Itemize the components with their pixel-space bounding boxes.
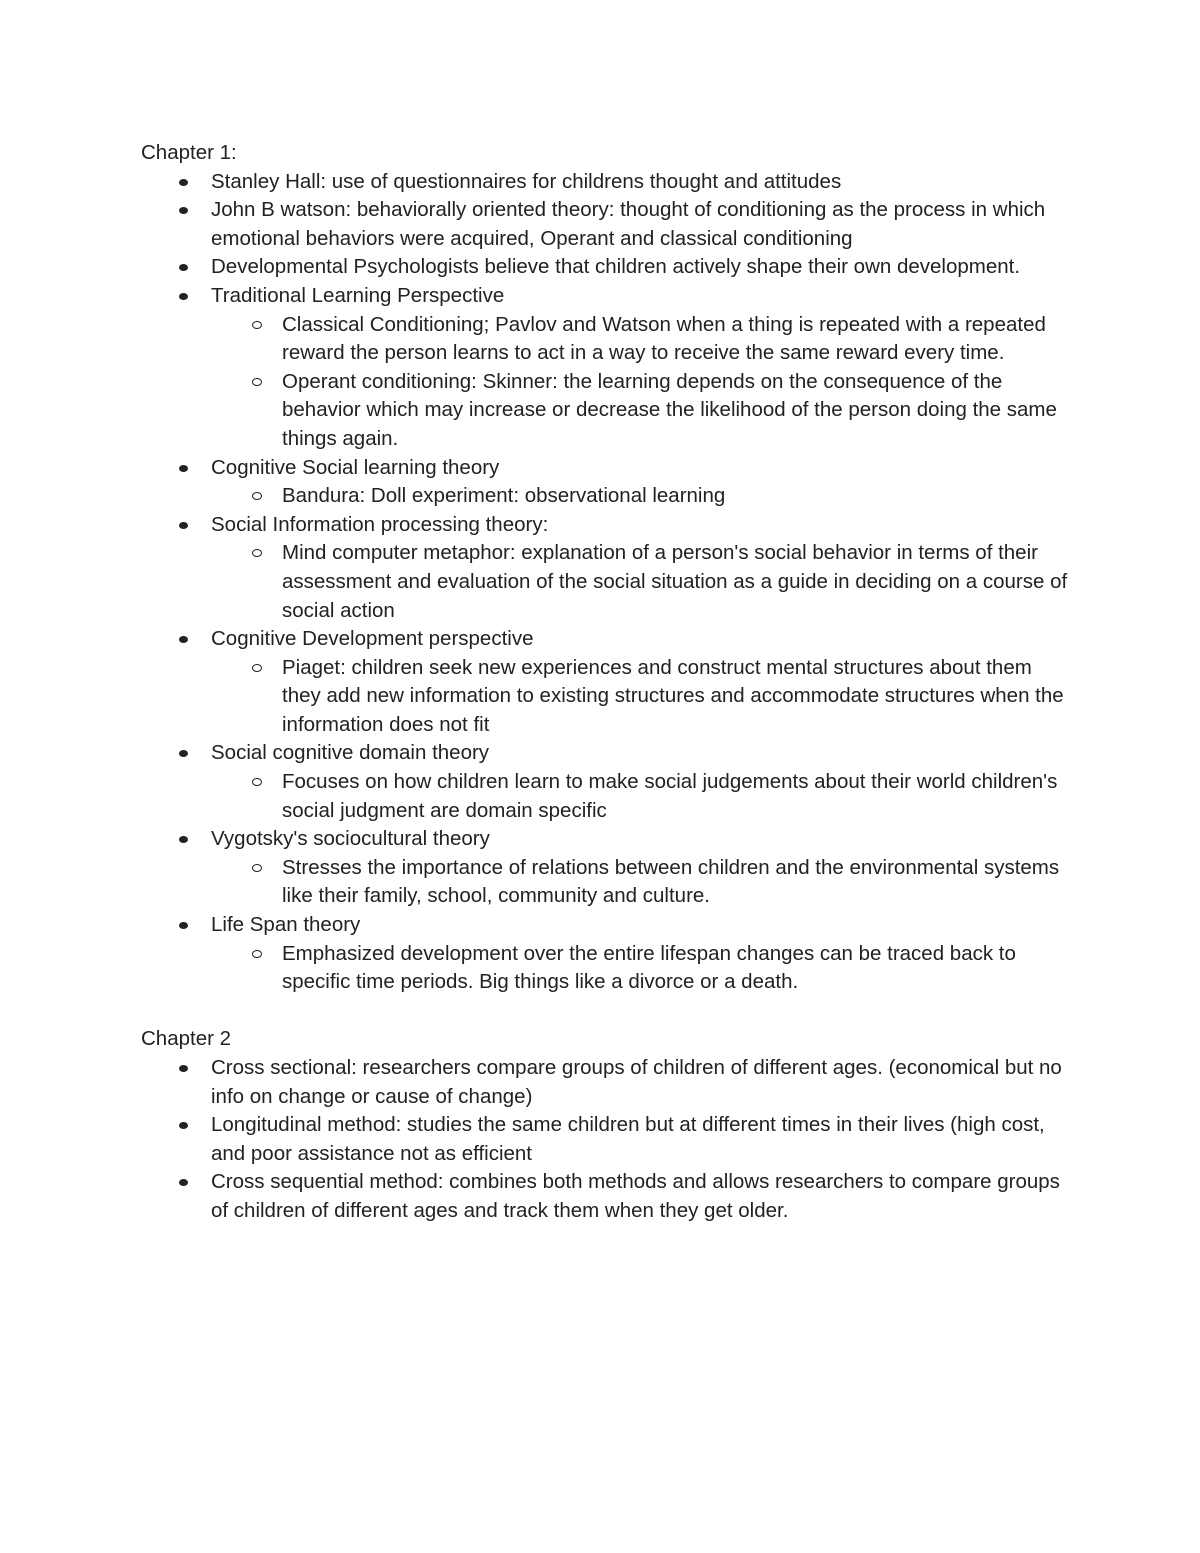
hollow-bullet-icon <box>252 378 262 386</box>
sub-list-item-text: Classical Conditioning; Pavlov and Watson when a thing is repeated with a repeated reward the person learns to act in a way to receive the same reward every time. <box>282 312 1046 365</box>
list-item <box>141 825 1071 911</box>
chapter-section <box>141 1025 1071 1225</box>
filled-bullet-icon <box>179 207 188 214</box>
filled-bullet-icon <box>179 636 188 643</box>
sub-list-item-text: Operant conditioning: Skinner: the learning depends on the consequence of the behavior which may increase or decrease the likelihood of the person doing the same things again. <box>282 369 1057 450</box>
list-item <box>141 253 1071 282</box>
hollow-bullet-icon <box>252 492 262 500</box>
list-item-text: Social cognitive domain theory <box>211 741 490 765</box>
sub-bullet-list <box>211 940 1071 997</box>
sub-list-item <box>141 768 1071 825</box>
list-item-text: Life Span theory <box>211 913 361 937</box>
sub-list-item <box>141 539 1071 625</box>
filled-bullet-icon <box>179 522 188 529</box>
filled-bullet-icon <box>179 293 188 300</box>
list-item <box>141 196 1071 253</box>
list-item-text: Developmental Psychologists believe that children actively shape their own development. <box>211 255 1021 279</box>
list-item <box>141 911 1071 997</box>
chapter-section <box>141 139 1071 997</box>
filled-bullet-icon <box>179 1122 188 1129</box>
filled-bullet-icon <box>179 264 188 271</box>
filled-bullet-icon <box>179 836 188 843</box>
hollow-bullet-icon <box>252 549 262 557</box>
list-item <box>141 739 1071 825</box>
filled-bullet-icon <box>179 922 188 929</box>
filled-bullet-icon <box>179 1065 188 1072</box>
list-item-text: Cognitive Social learning theory <box>211 455 500 479</box>
filled-bullet-icon <box>179 1179 188 1186</box>
list-item <box>141 168 1071 197</box>
list-item <box>141 1168 1071 1225</box>
sub-list-item-text: Piaget: children seek new experiences and construct mental structures about them they add new information to existing structures and accommodate structures when the information does not fit <box>282 655 1064 736</box>
list-item-text: Vygotsky's sociocultural theory <box>211 827 490 851</box>
hollow-bullet-icon <box>252 950 262 958</box>
sub-list-item <box>141 654 1071 740</box>
hollow-bullet-icon <box>252 864 262 872</box>
sub-list-item-text: Bandura: Doll experiment: observational learning <box>282 484 726 508</box>
sub-list-item <box>141 311 1071 368</box>
list-item-text: Social Information processing theory: <box>211 512 549 536</box>
sub-bullet-list <box>211 311 1071 454</box>
chapter-spacer <box>141 997 1071 1026</box>
list-item-text: Traditional Learning Perspective <box>211 283 505 307</box>
document-page <box>141 139 1071 1226</box>
list-item <box>141 282 1071 454</box>
list-item-text: Stanley Hall: use of questionnaires for childrens thought and attitudes <box>211 169 842 193</box>
list-item <box>141 454 1071 511</box>
list-item <box>141 511 1071 625</box>
sub-list-item <box>141 854 1071 911</box>
list-item-text: Cognitive Development perspective <box>211 627 534 651</box>
hollow-bullet-icon <box>252 664 262 672</box>
sub-bullet-list <box>211 539 1071 625</box>
list-item <box>141 1054 1071 1111</box>
bullet-list <box>141 168 1071 997</box>
sub-list-item <box>141 368 1071 454</box>
sub-bullet-list <box>211 768 1071 825</box>
list-item-text: Cross sectional: researchers compare groups of children of different ages. (economical but no info on change or cause of change) <box>211 1056 1062 1108</box>
filled-bullet-icon <box>179 750 188 757</box>
sub-bullet-list <box>211 482 1071 511</box>
filled-bullet-icon <box>179 179 188 186</box>
filled-bullet-icon <box>179 465 188 472</box>
sub-bullet-list <box>211 854 1071 911</box>
list-item-text: Cross sequential method: combines both methods and allows researchers to compare groups of children of different ages and track them when they get older. <box>211 1170 1060 1222</box>
sub-list-item-text: Emphasized development over the entire lifespan changes can be traced back to specific time periods. Big things like a divorce or a death. <box>282 941 1016 994</box>
hollow-bullet-icon <box>252 321 262 329</box>
list-item-text: John B watson: behaviorally oriented theory: thought of conditioning as the process in which emotional behaviors were acquired, Operant and classical conditioning <box>211 198 1046 250</box>
list-item-text: Longitudinal method: studies the same children but at different times in their lives (high cost, and poor assistance not as efficient <box>211 1113 1045 1165</box>
sub-list-item-text: Focuses on how children learn to make social judgements about their world children's social judgment are domain specific <box>282 770 1058 822</box>
chapter-heading: Chapter 2 <box>141 1027 232 1051</box>
sub-list-item-text: Stresses the importance of relations between children and the environmental systems like their family, school, community and culture. <box>282 855 1060 908</box>
sub-list-item <box>141 482 1071 511</box>
hollow-bullet-icon <box>252 778 262 786</box>
bullet-list <box>141 1054 1071 1226</box>
sub-bullet-list <box>211 654 1071 740</box>
list-item <box>141 625 1071 739</box>
sub-list-item-text: Mind computer metaphor: explanation of a person's social behavior in terms of their assessment and evaluation of the social situation as a guide in deciding on a course of social action <box>282 541 1068 622</box>
chapter-heading: Chapter 1: <box>141 141 237 164</box>
sub-list-item <box>141 940 1071 997</box>
list-item <box>141 1111 1071 1168</box>
